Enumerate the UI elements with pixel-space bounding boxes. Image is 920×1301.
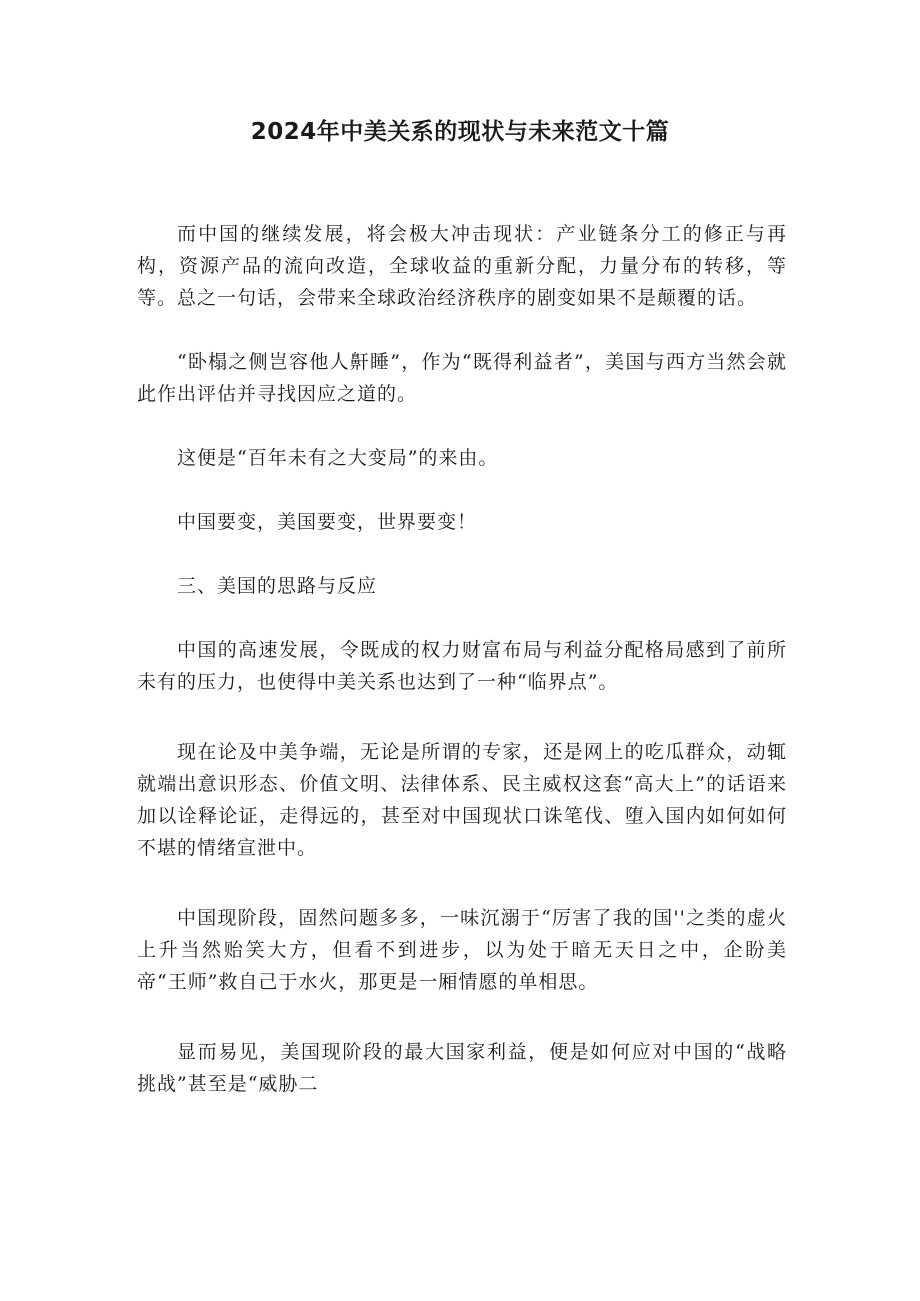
paragraph: 中国要变，美国要变，世界要变！ <box>177 511 478 533</box>
paragraph: 这便是“百年未有之大变局”的来由。 <box>177 447 499 469</box>
paragraph: 现在论及中美争端，无论是所谓的专家，还是网上的吃瓜群众，动辄就端出意识形态、价值文明、法律体系、民主威权这套“高大上”的话语来加以诠释论证，走得远的，甚至对中国现状口诛笔伐、堕入国内如何如何不堪的情绪宣泄中。 <box>137 741 787 859</box>
paragraph: 显而易见，美国现阶段的最大国家利益，便是如何应对中国的“战略挑战”甚至是“威胁二 <box>137 1041 787 1095</box>
document-title: 2024年中美关系的现状与未来范文十篇 <box>250 119 670 145</box>
document-body <box>137 218 787 1132</box>
paragraph: 而中国的继续发展，将会极大冲击现状：产业链条分工的修正与再构，资源产品的流向改造，全球收益的重新分配，力量分布的转移，等等。总之一句话，会带来全球政治经济秩序的剧变如果不是颠覆的话。 <box>137 223 787 309</box>
section-heading: 三、美国的思路与反应 <box>177 575 378 597</box>
paragraph: 中国现阶段，固然问题多多，一味沉溺于“厉害了我的国''之类的虚火上升当然贻笑大方，但看不到进步，以为处于暗无天日之中，企盼美帝“王师”救自己于水火，那更是一厢情愿的单相思。 <box>137 907 787 993</box>
paragraph: 中国的高速发展，令既成的权力财富布局与利益分配格局感到了前所未有的压力，也使得中美关系也达到了一种“临界点”。 <box>137 639 787 693</box>
paragraph: “卧榻之侧岂容他人鼾睡”，作为“既得利益者”，美国与西方当然会就此作出评估并寻找因应之道的。 <box>137 351 787 405</box>
